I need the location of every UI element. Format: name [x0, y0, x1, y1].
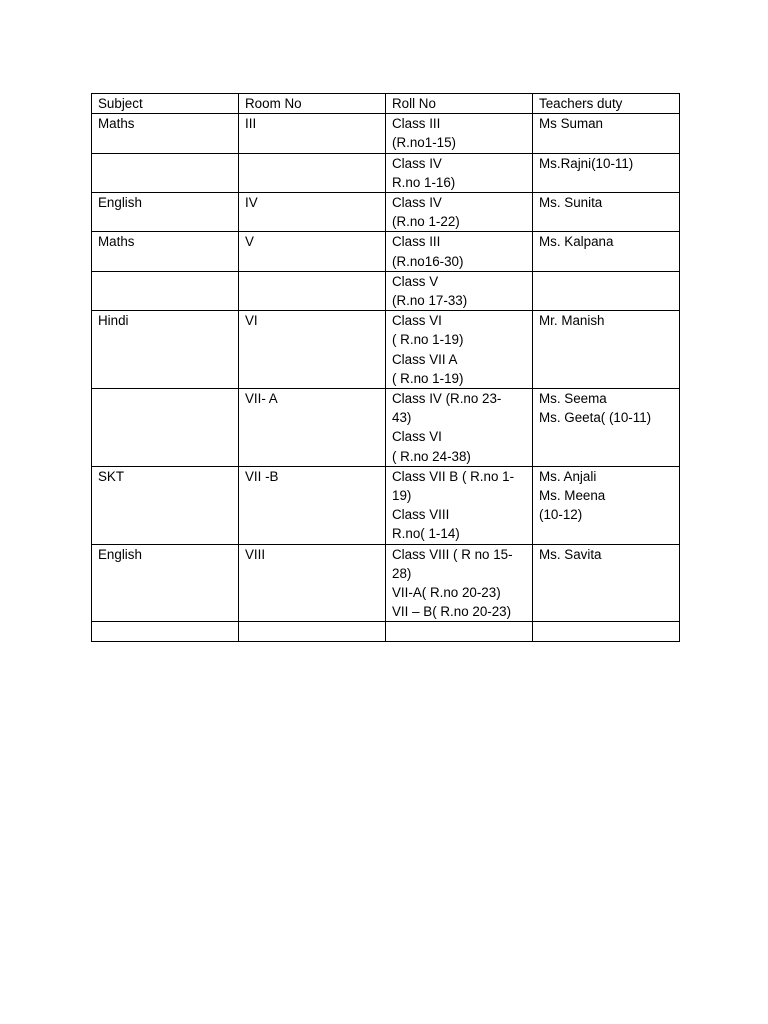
roll-line: ( R.no 1-19)	[392, 332, 464, 348]
room-cell	[239, 271, 386, 310]
table-row	[92, 271, 680, 310]
room-cell: VII- A	[239, 389, 386, 467]
teacher-line: Ms Suman	[539, 116, 603, 132]
roll-cell	[386, 389, 533, 467]
roll-line: R.no 1-16)	[392, 174, 456, 190]
room-cell: VII -B	[239, 466, 386, 544]
subject-cell: SKT	[92, 466, 239, 544]
roll-line: (R.no 1-22)	[392, 214, 460, 230]
header-teachers-duty: Teachers duty	[533, 94, 680, 114]
roll-line: Class VII B ( R.no 1-	[392, 468, 515, 484]
subject-cell: Maths	[92, 114, 239, 153]
teacher-cell	[533, 271, 680, 310]
teacher-line: Mr. Manish	[539, 313, 605, 329]
duty-table	[91, 93, 680, 642]
teacher-cell	[533, 153, 680, 192]
table-row	[92, 114, 680, 153]
roll-line: ( R.no 1-19)	[392, 370, 464, 386]
roll-line: Class VI	[392, 429, 442, 445]
room-cell: IV	[239, 193, 386, 232]
room-cell	[239, 622, 386, 642]
teacher-line: Ms.Rajni(10-11)	[539, 155, 634, 171]
roll-cell	[386, 193, 533, 232]
subject-cell	[92, 389, 239, 467]
roll-line: Class VII A	[392, 351, 458, 367]
roll-cell	[386, 311, 533, 389]
roll-line: Class IV	[392, 155, 442, 171]
roll-line: Class IV (R.no 23-	[392, 391, 502, 407]
roll-line: Class V	[392, 273, 439, 289]
roll-line: R.no( 1-14)	[392, 526, 460, 542]
teacher-line: Ms. Sunita	[539, 195, 603, 211]
roll-line: VII-A( R.no 20-23)	[392, 585, 501, 601]
header-roll-no: Roll No	[386, 94, 533, 114]
roll-cell	[386, 114, 533, 153]
room-cell: VI	[239, 311, 386, 389]
roll-line: 19)	[392, 488, 412, 504]
room-cell: VIII	[239, 544, 386, 622]
teacher-line: Ms. Savita	[539, 546, 602, 562]
teacher-cell	[533, 544, 680, 622]
table-row	[92, 389, 680, 467]
roll-cell	[386, 466, 533, 544]
roll-line: Class IV	[392, 195, 442, 211]
teacher-cell	[533, 232, 680, 271]
roll-line: (R.no 17-33)	[392, 293, 468, 309]
teacher-cell	[533, 389, 680, 467]
roll-line: Class III	[392, 234, 441, 250]
roll-line: Class III	[392, 116, 441, 132]
header-room-no: Room No	[239, 94, 386, 114]
table-row	[92, 232, 680, 271]
room-cell: V	[239, 232, 386, 271]
subject-cell: Hindi	[92, 311, 239, 389]
teacher-line: (10-12)	[539, 507, 583, 523]
roll-cell	[386, 153, 533, 192]
subject-cell: English	[92, 193, 239, 232]
roll-cell	[386, 544, 533, 622]
teacher-line: Ms. Kalpana	[539, 234, 614, 250]
table-header-row	[92, 94, 680, 114]
teacher-cell	[533, 114, 680, 153]
table-row	[92, 544, 680, 622]
teacher-line: Ms. Anjali	[539, 468, 597, 484]
subject-cell: English	[92, 544, 239, 622]
room-cell: III	[239, 114, 386, 153]
teacher-line: Ms. Meena	[539, 488, 606, 504]
roll-line: Class VI	[392, 313, 442, 329]
roll-cell	[386, 232, 533, 271]
roll-line: 28)	[392, 565, 412, 581]
roll-line: ( R.no 24-38)	[392, 448, 471, 464]
table-row	[92, 466, 680, 544]
teacher-cell	[533, 622, 680, 642]
roll-cell	[386, 271, 533, 310]
teacher-line: Ms. Seema	[539, 391, 607, 407]
table-row	[92, 153, 680, 192]
subject-cell	[92, 153, 239, 192]
teacher-line: Ms. Geeta( (10-11)	[539, 410, 652, 426]
table-body	[92, 114, 680, 642]
subject-cell	[92, 271, 239, 310]
header-subject: Subject	[92, 94, 239, 114]
roll-cell	[386, 622, 533, 642]
table-row	[92, 311, 680, 389]
table-row	[92, 193, 680, 232]
roll-line: VII – B( R.no 20-23)	[392, 604, 512, 620]
teacher-cell	[533, 193, 680, 232]
room-cell	[239, 153, 386, 192]
subject-cell	[92, 622, 239, 642]
roll-line: (R.no1-15)	[392, 135, 457, 151]
table-row	[92, 622, 680, 642]
teacher-cell	[533, 311, 680, 389]
subject-cell: Maths	[92, 232, 239, 271]
teacher-cell	[533, 466, 680, 544]
roll-line: (R.no16-30)	[392, 253, 464, 269]
roll-line: Class VIII ( R no 15-	[392, 546, 513, 562]
roll-line: 43)	[392, 410, 412, 426]
roll-line: Class VIII	[392, 507, 450, 523]
